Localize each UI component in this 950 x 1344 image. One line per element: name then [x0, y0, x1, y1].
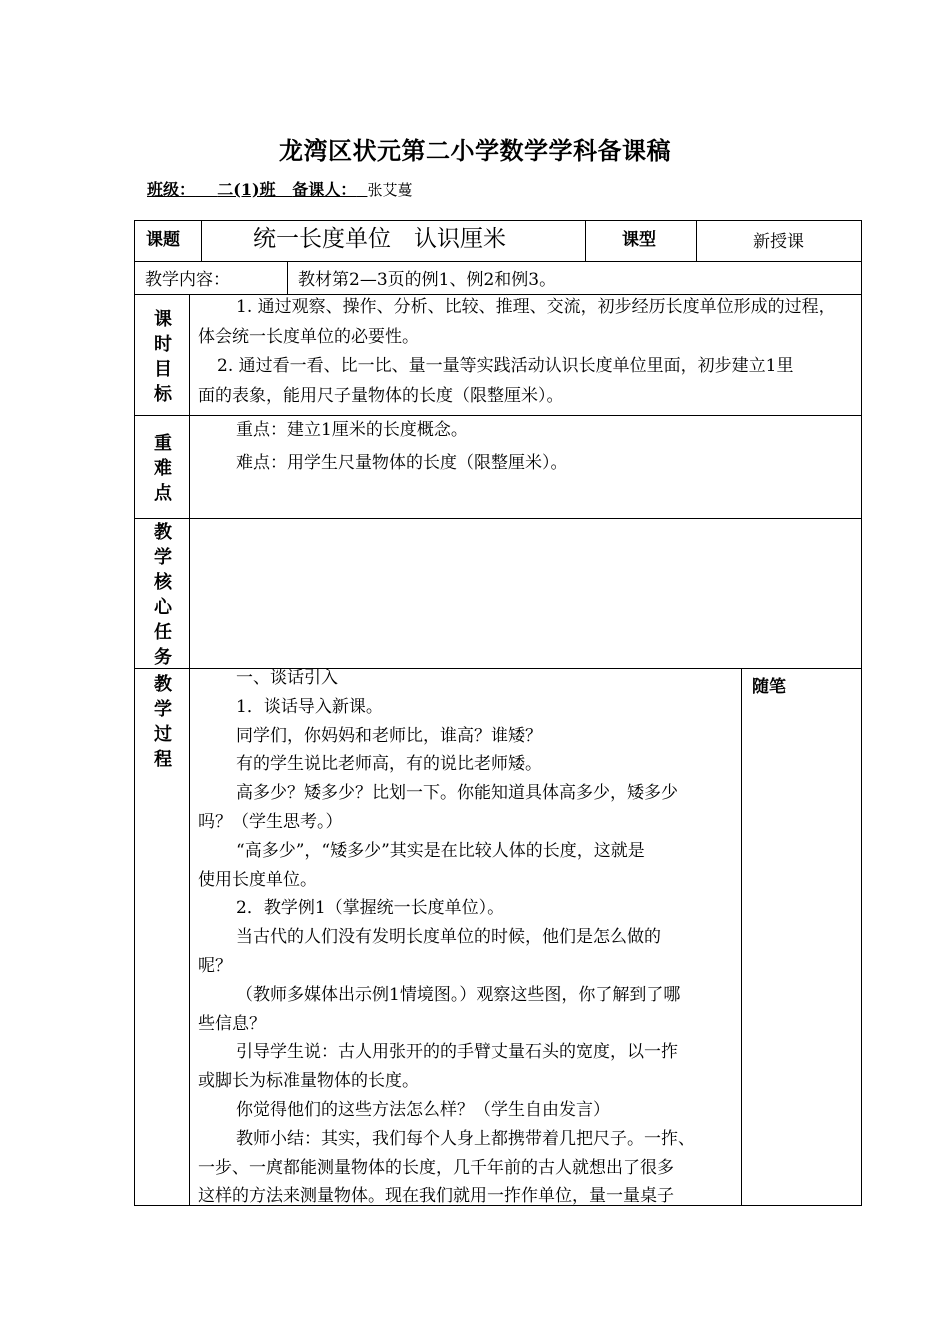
objective-1b: 体会统一长度单位的必要性。: [198, 326, 419, 347]
label-char: 标: [154, 384, 172, 405]
process-line: 一步、一庹都能测量物体的长度，几千年前的古人就想出了很多: [198, 1157, 674, 1178]
col-divider: [287, 261, 288, 294]
col-divider: [585, 221, 586, 261]
page-title: 龙湾区状元第二小学数学学科备课稿: [279, 136, 671, 165]
objective-2b: 面的表象，能用尺子量物体的长度（限整厘米）。: [198, 385, 564, 406]
label-char: 学: [154, 547, 172, 568]
class-value: 二(1)班: [217, 180, 276, 199]
col-divider: [201, 221, 202, 261]
label-char: 任: [154, 622, 172, 643]
process-line: “高多少”，“矮多少”其实是在比较人体的长度，这就是: [236, 840, 645, 861]
preparer-label: 备课人：: [292, 180, 357, 199]
keypoints-text: [236, 414, 836, 480]
label-char: 教: [154, 522, 172, 543]
label-char: 学: [154, 699, 172, 720]
process-line: 一、谈话引入: [236, 668, 338, 688]
process-line: 使用长度单位。: [198, 869, 317, 890]
label-char: 过: [154, 724, 172, 745]
label-char: 点: [154, 483, 172, 504]
label-char: 难: [154, 458, 172, 479]
label-char: 目: [154, 359, 172, 380]
topic-label: 课题: [146, 230, 180, 250]
label-char: 重: [154, 433, 172, 454]
process-line: （教师多媒体出示例1情境图。）观察这些图，你了解到了哪: [236, 984, 681, 1005]
objective-2a: 2. 通过看一看、比一比、量一量等实践活动认识长度单位里面，初步建立1里: [217, 356, 794, 376]
objectives-text: [198, 293, 858, 411]
process-line: 或脚长为标准量物体的长度。: [198, 1071, 419, 1092]
process-line: 有的学生说比老师高，有的说比老师矮。: [236, 754, 542, 775]
preparer-value: 张艾蔓: [367, 181, 413, 199]
col-divider: [696, 221, 697, 261]
label-char: 心: [154, 597, 172, 618]
process-line: 你觉得他们的这些方法怎么样？（学生自由发言）: [236, 1099, 610, 1120]
label-char: 务: [154, 647, 172, 668]
process-line: 吗？（学生思考。）: [198, 811, 343, 832]
content-label: 教学内容：: [145, 270, 230, 290]
process-line: 引导学生说：古人用张开的的手臂丈量石头的宽度，以一拃: [236, 1042, 678, 1063]
row-divider: [135, 261, 861, 262]
process-line: 呢？: [198, 955, 232, 976]
process-text: [198, 664, 738, 1211]
coretask-label: [135, 520, 191, 670]
process-label: [135, 672, 191, 772]
type-label: 课型: [622, 230, 656, 250]
topic-value: 统一长度单位 认识厘米: [253, 226, 506, 252]
label-char: 教: [154, 674, 172, 695]
meta-line: [147, 177, 412, 200]
process-line: 教师小结：其实，我们每个人身上都携带着几把尺子。一拃、: [236, 1128, 695, 1149]
process-line: 1．谈话导入新课。: [236, 696, 383, 717]
class-label: 班级：: [147, 180, 196, 199]
objective-1a: 1. 通过观察、操作、分析、比较、推理、交流，初步经历长度单位形成的过程，: [236, 297, 836, 317]
process-line: 当古代的人们没有发明长度单位的时候，他们是怎么做的: [236, 927, 661, 948]
label-char: 课: [154, 309, 172, 330]
objectives-label: [135, 307, 191, 407]
lesson-table: [134, 220, 862, 1206]
label-char: 程: [154, 749, 172, 770]
label-char: 核: [154, 572, 172, 593]
difficult-point: 难点：用学生尺量物体的长度（限整厘米）。: [236, 453, 568, 473]
process-line: 2．教学例1（掌握统一长度单位）。: [236, 898, 505, 919]
keypoints-label: [135, 431, 191, 506]
process-line: 些信息？: [198, 1013, 266, 1034]
label-char: 时: [154, 334, 172, 355]
key-point: 重点：建立1厘米的长度概念。: [236, 420, 468, 440]
content-value: 教材第2—3页的例1、例2和例3。: [298, 270, 557, 290]
type-value: 新授课: [753, 232, 804, 252]
notes-label: 随笔: [752, 677, 786, 697]
row-divider: [135, 518, 861, 519]
col-divider: [741, 668, 742, 1206]
process-line: 这样的方法来测量物体。现在我们就用一拃作单位，量一量桌子: [198, 1186, 674, 1207]
process-line: 同学们，你妈妈和老师比，谁高？谁矮？: [236, 725, 542, 746]
process-line: 高多少？矮多少？比划一下。你能知道具体高多少，矮多少: [236, 783, 678, 804]
